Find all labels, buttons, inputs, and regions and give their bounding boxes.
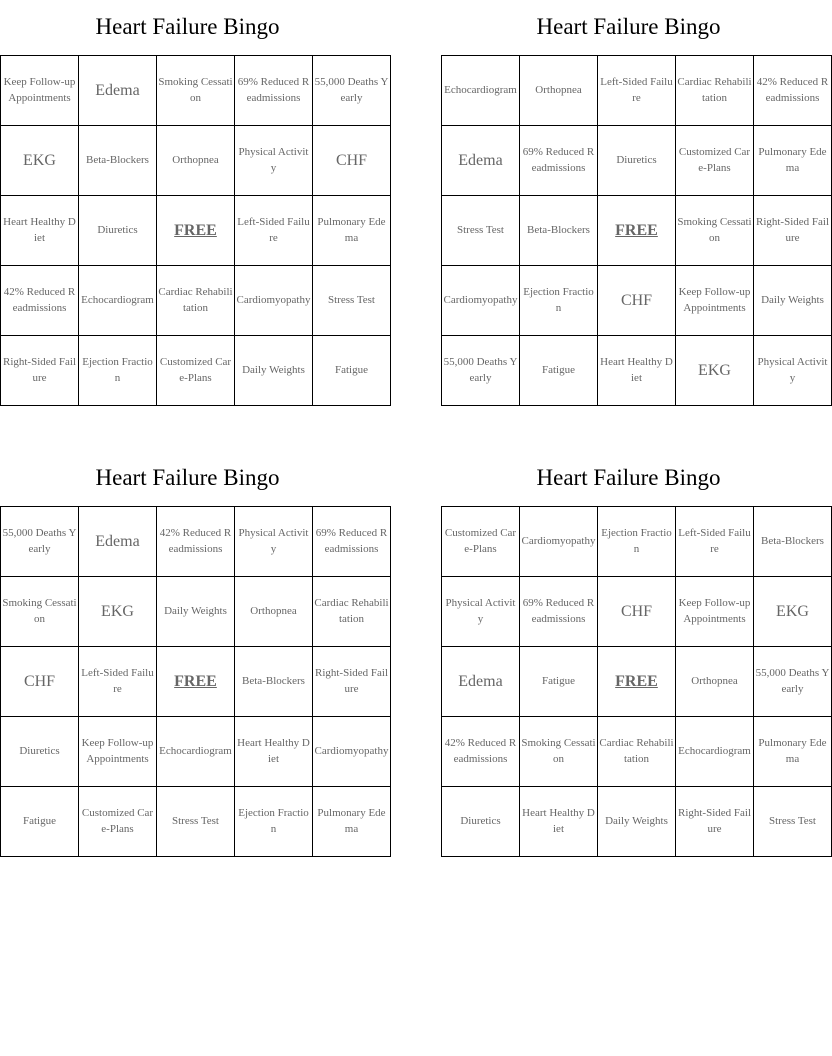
bingo-row xyxy=(1,56,391,126)
bingo-cell: Smoking Cessation xyxy=(520,717,598,787)
free-space: FREE xyxy=(157,196,235,266)
free-space: FREE xyxy=(598,647,676,717)
bingo-cell: Cardiomyopathy xyxy=(520,507,598,577)
card-title: Heart Failure Bingo xyxy=(95,465,280,490)
bingo-cell: Beta-Blockers xyxy=(754,507,832,577)
bingo-cell: Edema xyxy=(442,647,520,717)
bingo-cell: 42% Reduced Readmissions xyxy=(442,717,520,787)
bingo-row xyxy=(1,717,391,787)
bingo-cell: Keep Follow-up Appointments xyxy=(676,577,754,647)
card-title: Heart Failure Bingo xyxy=(95,14,280,39)
bingo-grid xyxy=(0,506,391,857)
bingo-cell: Edema xyxy=(79,507,157,577)
bingo-cell: Diuretics xyxy=(598,126,676,196)
bingo-cell: Pulmonary Edema xyxy=(754,126,832,196)
bingo-row xyxy=(1,647,391,717)
bingo-cell: Daily Weights xyxy=(235,336,313,406)
bingo-cell: 55,000 Deaths Yearly xyxy=(1,507,79,577)
bingo-cell: Stress Test xyxy=(442,196,520,266)
bingo-cell: EKG xyxy=(754,577,832,647)
bingo-cell: Customized Care-Plans xyxy=(79,787,157,857)
bingo-card-2 xyxy=(441,0,830,406)
bingo-cell: Daily Weights xyxy=(754,266,832,336)
bingo-cell: Heart Healthy Diet xyxy=(520,787,598,857)
bingo-cell: Cardiac Rehabilitation xyxy=(676,56,754,126)
bingo-row xyxy=(442,56,832,126)
bingo-cell: Right-Sided Failure xyxy=(1,336,79,406)
bingo-row xyxy=(442,577,832,647)
bingo-cell: 55,000 Deaths Yearly xyxy=(442,336,520,406)
bingo-cell: Left-Sided Failure xyxy=(598,56,676,126)
bingo-cell: EKG xyxy=(676,336,754,406)
bingo-cell: Pulmonary Edema xyxy=(313,787,391,857)
free-space: FREE xyxy=(598,196,676,266)
bingo-cell: Customized Care-Plans xyxy=(676,126,754,196)
bingo-cell: Stress Test xyxy=(754,787,832,857)
bingo-cell: Keep Follow-up Appointments xyxy=(1,56,79,126)
bingo-card-1 xyxy=(0,0,389,406)
card-title: Heart Failure Bingo xyxy=(536,14,721,39)
bingo-row xyxy=(1,787,391,857)
bingo-cell: Cardiac Rehabilitation xyxy=(313,577,391,647)
bingo-cell: Heart Healthy Diet xyxy=(1,196,79,266)
bingo-grid xyxy=(441,506,832,857)
card-title: Heart Failure Bingo xyxy=(536,465,721,490)
bingo-cell: Orthopnea xyxy=(157,126,235,196)
bingo-cell: Ejection Fraction xyxy=(235,787,313,857)
bingo-cell: Cardiomyopathy xyxy=(313,717,391,787)
bingo-cell: Edema xyxy=(79,56,157,126)
bingo-cell: Ejection Fraction xyxy=(520,266,598,336)
bingo-cell: 69% Reduced Readmissions xyxy=(520,577,598,647)
bingo-cell: Customized Care-Plans xyxy=(157,336,235,406)
bingo-cell: Fatigue xyxy=(1,787,79,857)
bingo-cell: Stress Test xyxy=(313,266,391,336)
bingo-cell: Pulmonary Edema xyxy=(313,196,391,266)
bingo-cell: CHF xyxy=(598,266,676,336)
bingo-row xyxy=(442,717,832,787)
free-space: FREE xyxy=(157,647,235,717)
bingo-card-4 xyxy=(441,451,830,857)
bingo-cell: Echocardiogram xyxy=(157,717,235,787)
bingo-cell: Daily Weights xyxy=(598,787,676,857)
bingo-row xyxy=(442,126,832,196)
bingo-row xyxy=(1,266,391,336)
bingo-cell: Fatigue xyxy=(520,647,598,717)
bingo-cell: 55,000 Deaths Yearly xyxy=(313,56,391,126)
bingo-grid xyxy=(441,55,832,406)
bingo-cell: Ejection Fraction xyxy=(79,336,157,406)
bingo-cell: Daily Weights xyxy=(157,577,235,647)
bingo-row xyxy=(442,787,832,857)
bingo-row xyxy=(1,577,391,647)
bingo-row xyxy=(1,196,391,266)
bingo-grid xyxy=(0,55,391,406)
bingo-cell: Right-Sided Failure xyxy=(676,787,754,857)
bingo-cell: Keep Follow-up Appointments xyxy=(676,266,754,336)
bingo-cell: Heart Healthy Diet xyxy=(598,336,676,406)
bingo-cell: CHF xyxy=(313,126,391,196)
bingo-cell: Fatigue xyxy=(520,336,598,406)
bingo-cell: 42% Reduced Readmissions xyxy=(157,507,235,577)
bingo-cell: Keep Follow-up Appointments xyxy=(79,717,157,787)
bingo-cell: EKG xyxy=(79,577,157,647)
bingo-row xyxy=(442,266,832,336)
bingo-cell: Physical Activity xyxy=(235,126,313,196)
bingo-cell: Customized Care-Plans xyxy=(442,507,520,577)
bingo-row xyxy=(442,196,832,266)
bingo-cell: Echocardiogram xyxy=(676,717,754,787)
bingo-cell: Cardiomyopathy xyxy=(442,266,520,336)
bingo-cell: Diuretics xyxy=(1,717,79,787)
bingo-cell: Diuretics xyxy=(79,196,157,266)
bingo-cell: Pulmonary Edema xyxy=(754,717,832,787)
bingo-cell: 69% Reduced Readmissions xyxy=(313,507,391,577)
bingo-cell: Left-Sided Failure xyxy=(235,196,313,266)
bingo-cell: Orthopnea xyxy=(520,56,598,126)
bingo-cell: 69% Reduced Readmissions xyxy=(520,126,598,196)
bingo-row xyxy=(442,336,832,406)
bingo-cell: Fatigue xyxy=(313,336,391,406)
bingo-cell: Cardiomyopathy xyxy=(235,266,313,336)
bingo-cell: Physical Activity xyxy=(442,577,520,647)
bingo-cell: Physical Activity xyxy=(754,336,832,406)
bingo-cell: Right-Sided Failure xyxy=(313,647,391,717)
bingo-cell: 55,000 Deaths Yearly xyxy=(754,647,832,717)
bingo-row xyxy=(1,336,391,406)
bingo-cell: CHF xyxy=(1,647,79,717)
bingo-cell: Echocardiogram xyxy=(79,266,157,336)
bingo-cell: Smoking Cessation xyxy=(1,577,79,647)
bingo-cell: Beta-Blockers xyxy=(520,196,598,266)
bingo-cell: Echocardiogram xyxy=(442,56,520,126)
bingo-cell: Beta-Blockers xyxy=(235,647,313,717)
bingo-cell: EKG xyxy=(1,126,79,196)
bingo-cell: Left-Sided Failure xyxy=(676,507,754,577)
bingo-cell: CHF xyxy=(598,577,676,647)
bingo-cell: Cardiac Rehabilitation xyxy=(598,717,676,787)
bingo-cell: Diuretics xyxy=(442,787,520,857)
bingo-cell: Smoking Cessation xyxy=(676,196,754,266)
bingo-row xyxy=(1,126,391,196)
bingo-cell: Smoking Cessation xyxy=(157,56,235,126)
bingo-cell: Orthopnea xyxy=(676,647,754,717)
bingo-row xyxy=(442,647,832,717)
bingo-cell: 42% Reduced Readmissions xyxy=(754,56,832,126)
bingo-cell: Orthopnea xyxy=(235,577,313,647)
bingo-cell: Beta-Blockers xyxy=(79,126,157,196)
bingo-cell: Ejection Fraction xyxy=(598,507,676,577)
bingo-cell: Edema xyxy=(442,126,520,196)
bingo-row xyxy=(442,507,832,577)
bingo-card-3 xyxy=(0,451,389,857)
bingo-cell: Right-Sided Failure xyxy=(754,196,832,266)
bingo-cell: 42% Reduced Readmissions xyxy=(1,266,79,336)
bingo-row xyxy=(1,507,391,577)
bingo-cell: Stress Test xyxy=(157,787,235,857)
bingo-cell: Physical Activity xyxy=(235,507,313,577)
bingo-cell: 69% Reduced Readmissions xyxy=(235,56,313,126)
bingo-cell: Left-Sided Failure xyxy=(79,647,157,717)
bingo-cell: Cardiac Rehabilitation xyxy=(157,266,235,336)
bingo-cell: Heart Healthy Diet xyxy=(235,717,313,787)
